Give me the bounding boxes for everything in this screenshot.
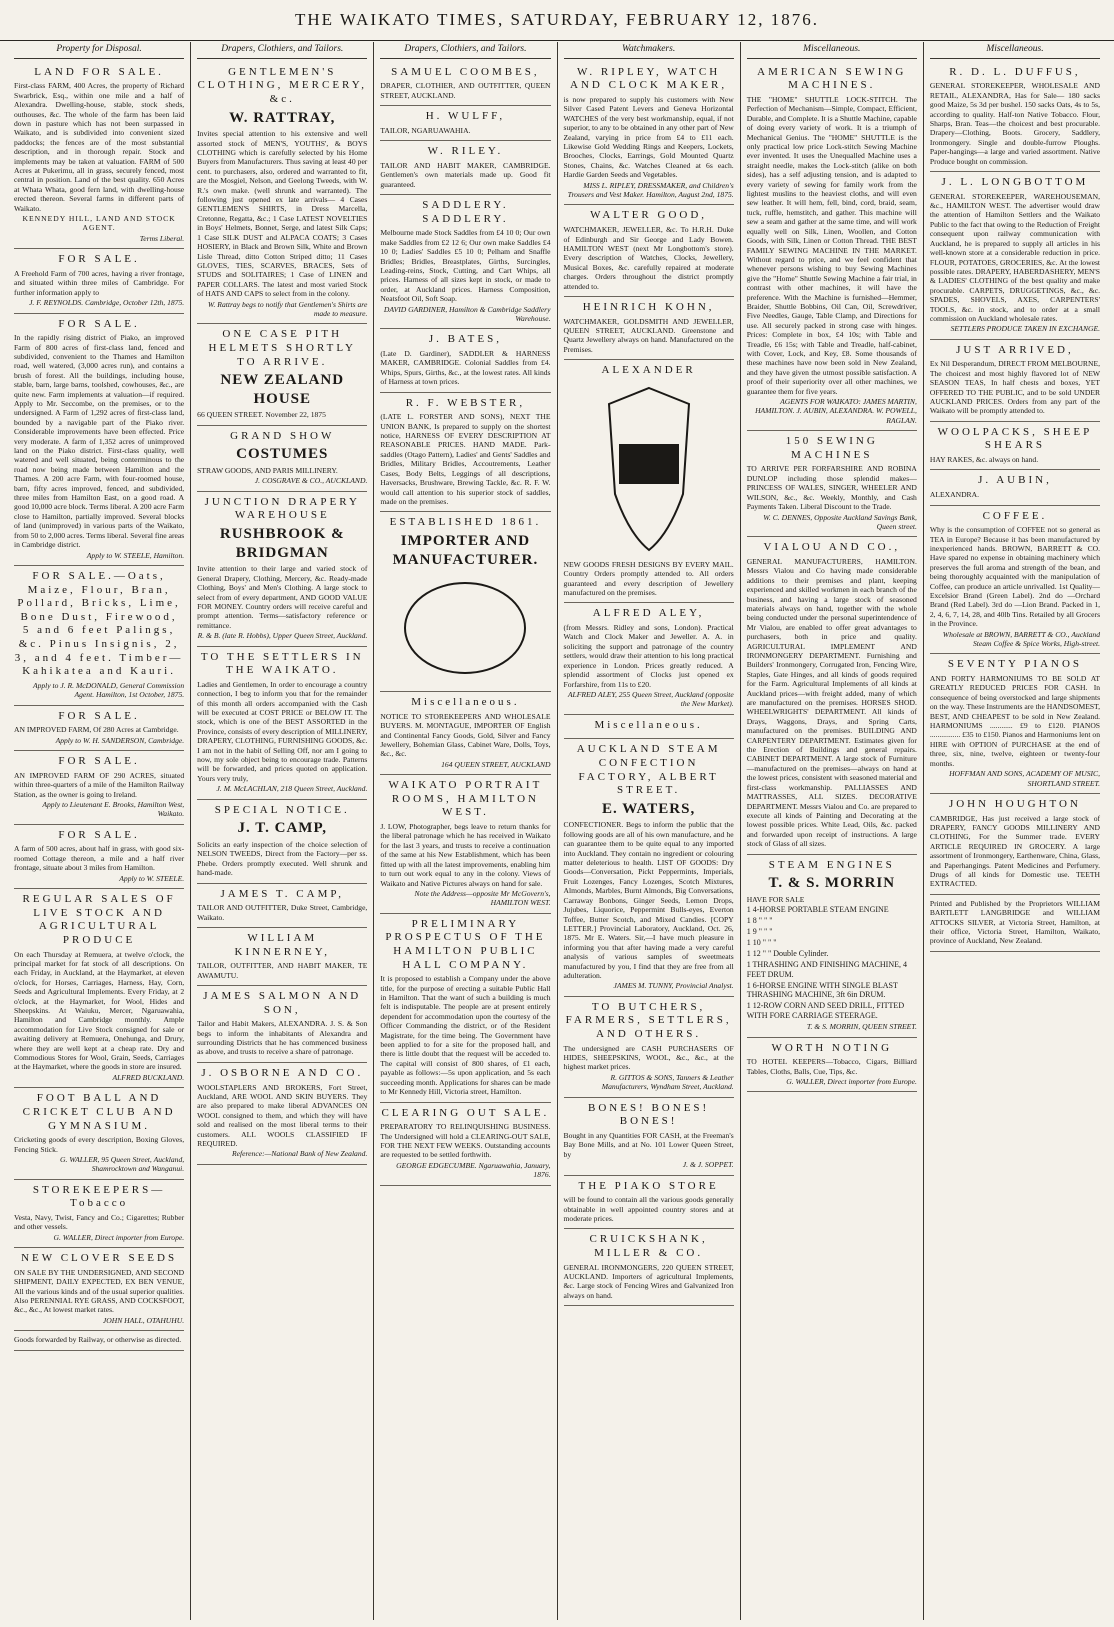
ad-name: IMPORTER AND MANUFACTURER. [392, 532, 539, 568]
ad-title: ALEXANDER [601, 364, 696, 377]
ad-body: On each Thursday at Remuera, at twelve o'clock, the principal market for fat stock of all descriptions. On each Friday, in Auckland, at the Haymarket, at eleven o'clock, for Horses, Carriages, Harness, Hay, Corn, Seeds and Agricultural Implements. Every Friday, at 2 o'clock, at the Haymarket, for Wool, Hides and Sheepskins. At Waiuku, Mercer, Ngaruawahia, Hamilton and Cambridge monthly. Ample accommodation for Live Stock consigned for sale or awaiting delivery at Remuera, Onehunga, and Drury, where they are well kept at a cheap rate. Dry and Commodious Stores for Wool, Grain, Seeds, Carriages at the Haymarket, where the goods in store are insured. [14, 949, 185, 1072]
advertisement [14, 825, 184, 889]
ad-title: ALFRED ALEY, [592, 607, 705, 620]
engine-item: 1 THRASHING AND FINISHING MACHINE, 4 FEET DRUM. [746, 959, 907, 979]
column-1 [8, 42, 190, 1620]
ad-body: AND FORTY HARMONIUMS TO BE SOLD AT GREATLY REDUCED PRICES FOR CASH. In consequence of being overstocked and large shipments on the way. These Instruments are the HANDSOMEST, BEST, AND CHEAPEST to be sold in New Zealand. HARMONIUMS ............ £9 to £120. PIANOS ................ £35 to £150. Pianos and Harmoniums lent on HIRE with OPTION of PURCHASE at the end of three, six, nine, twelve, eighteen or twenty-four months. [929, 674, 1101, 768]
ad-title: COFFEE. [982, 509, 1048, 522]
ad-body: GENERAL MANUFACTURERS, HAMILTON. Messrs Vialou and Co having made considerable additions to their premises and plant, keeping experienced and skilled workmen in each branch of the business, and having a large stock of seasoned materials always on hand, together with the whole being conducted under the personal superintendence of Mr Vialou, are enabled to offer great advantages to purchasers, both in price and quality. AGRICULTURAL IMPLEMENT AND IRONMONGERY DEPARTMENT. Furnishing and Builders' Ironmongery, Corrugated Iron, Fencing Wire, Staples, Gate Hinges, and all kinds of goods required for the Farm. Agricultural Implements of all kinds at Auckland prices—with freight added, many of which are manufactured on the premises. HORSES SHOD. WHEELWRIGHTS' DEPARTMENT. All kinds of Drays, Waggons, Drays, and Spring Carts, manufactured on the premises. BUILDING AND CARPENTERY DEPARTMENT. Estimates given for the Erection of Buildings and general repairs. CABINET DEPARTMENT. A large stock of Furniture—manufactured on the premises—always on hand at the lowest prices, consistent with seasoned material and first-class workmanship. PALLIASSES AND MATTRASSES, ALL SIZES. DECORATIVE DEPARTMENT. Messrs Vialou and Co. are prepared to execute all kinds of Painting and Decorating at the lowest possible prices. White Lead, Oils, &c. packed and forwarded upon receipt of instructions. A large stock of Glass of all sizes. [746, 556, 917, 849]
ad-signature: R. GITTOS & SONS, Tanners & Leather Manufacturers, Wyndham Street, Auckland. [601, 1072, 734, 1092]
advertisement [564, 603, 734, 714]
advertisement [930, 794, 1100, 895]
ad-signature: 164 QUEEN STREET, AUCKLAND [441, 759, 551, 769]
ad-title: FOR SALE. [58, 253, 140, 266]
advertisement [930, 506, 1100, 655]
ad-title: R. F. WEBSTER, [405, 396, 526, 409]
advertisement [197, 647, 367, 800]
ad-title: WALTER GOOD, [590, 209, 708, 222]
ad-title: WORTH NOTING [771, 1041, 893, 1054]
ad-body: In the rapidly rising district of Piako, an improved Farm of 800 acres of first-class land, fenced and subdivided, convenient to the Thames and Hamilton road, well watered, (3,000 acres run), and contains a brush of forest. All the buildings, including house, stable, barn, large barns, toolshed, cowhouses, &c., are quite new. Farm implements at valuation—if required. Apply to Mr. Seccombe, on the premises, or to the undersigned. A Farm of 1,292 acres of first-class land, bounded by a navigable part of the Piako river. Considerable improvements have been effected. Price very moderate. A farm of 1,352 acres of unimproved land on the Piako district. First-class quality, well watered and well situated, being conterminous to the road now being made between Hamilton and the Thames. A 200 acre Farm, with four-roomed house, barn, fifty acres improved, fenced, and subdivided, three miles from Hamilton East, on a good road. A good 10,000 acre block. Terms liberal. A 200 acre Farm close to Hamilton, partially improved. Several blocks of land (unimproved) in various parts of the Waikato, from 50 to 2,000 acres. Terms liberal. Several fine areas in Cambridge district. [14, 333, 185, 550]
ad-name: COSTUMES [236, 446, 329, 463]
advertisement [747, 1038, 917, 1093]
ad-title: THE PIAKO STORE [578, 1179, 719, 1192]
advertisement [14, 249, 184, 313]
advertisement [14, 889, 184, 1088]
advertisement [380, 106, 550, 141]
ad-body: ON SALE BY THE UNDERSIGNED, AND SECOND SHIPMENT, DAILY EXPECTED, EX BEN VENUE, All the various kinds and of the usual superior qualities. Also PERENNIAL RYE GRASS, AND COCKSFOOT, &c., &c., At lowest market rates. [14, 1267, 185, 1315]
ad-title: SPECIAL NOTICE. [214, 803, 350, 816]
engine-item: 1 12-ROW CORN AND SEED DRILL, FITTED WITH FORE CARRIAGE STEERAGE. [746, 1001, 905, 1021]
ad-title: BONES! BONES! BONES! [588, 1101, 710, 1128]
ad-signature: HOFFMAN AND SONS, ACADEMY OF MUSIC, SHORTLAND STREET. [949, 769, 1101, 788]
advertisement [14, 1088, 184, 1180]
advertisement [747, 537, 917, 854]
ad-body: HAVE FOR SALE [746, 894, 805, 904]
ad-title: WAIKATO PORTRAIT ROOMS, HAMILTON WEST. [388, 779, 543, 819]
ad-title: WOOLPACKS, SHEEP SHEARS [937, 425, 1093, 452]
ad-title: AMERICAN SEWING MACHINES. [757, 65, 907, 92]
ad-body: WATCHMAKER, GOLDSMITH AND JEWELLER, QUEEN STREET, AUCKLAND. Greenstone and Quartz Jewellery always on hand. Manufactured on the Premises. [563, 316, 734, 354]
ad-signature: Terms Liberal. [139, 233, 185, 243]
advertisement [197, 62, 367, 325]
ad-title: CLEARING OUT SALE. [381, 1106, 550, 1119]
advertisement [380, 1103, 550, 1186]
advertisement [197, 492, 367, 647]
ad-body: Vesta, Navy, Twist, Fancy and Co.; Cigarettes; Rubber and other vessels. [14, 1213, 185, 1232]
ad-body: DRAPER, CLOTHIER, AND OUTFITTER, QUEEN STREET, AUCKLAND. [380, 81, 551, 100]
ad-title: SEVENTY PIANOS [947, 658, 1083, 671]
ad-signature: J. COSGRAVE & CO., AUCKLAND. [254, 476, 368, 486]
advertisement [14, 314, 184, 566]
ad-signature: DAVID GARDINER, Hamilton & Cambridge Saddlery Warehouse. [383, 304, 551, 323]
ad-title: VIALOU AND CO., [763, 541, 901, 554]
ad-body: Invites special attention to his extensive and well assorted stock of MEN'S, YOUTHS', & BOYS CLOTHING which is carefully selected by his Home Buyers from Manufacturers. Thus saving at least 40 per cent. to purchasers, also, ordered and warranted to fit, are the Mosgiel, Nelson, and Geelong Tweeds, with W. R.'s own make. (well shrunk and warranted). The following just opened ex late arrivals— 4 Cases GENTLEMEN'S SHIRTS, in Dress Marcella, Cretonne, Regatta, &c.; 1 Case LATEST NOVELTIES in Boys' Helmets, Bonnet, Serge, and latest Silk Caps; 1 Case SILK DUST and ALPACA COATS; 3 Cases HOSIERY, in Black and Brown Silk, White and Brown Lisle Thread, ditto Cotton Striped ditto; 11 Cases GLOVES, TIES, SCARVES, BRACES, Sets of STUDS and SOLITAIRES; 1 Case of LINEN and PAPER COLLARS. The latest and most varied Stock of HATS AND CAPS to select from in the colony. [197, 129, 368, 299]
advertisement [564, 1229, 734, 1306]
shield-banner [619, 444, 679, 484]
advertisement [564, 997, 734, 1098]
ad-body: Goods forwarded by Railway, or otherwise as directed. [14, 1335, 182, 1345]
advertisement [380, 393, 550, 513]
advertisement [747, 62, 917, 431]
ad-title: LAND FOR SALE. [34, 65, 164, 78]
advertisement [564, 1098, 734, 1176]
advertisement [380, 914, 550, 1103]
ad-body: Printed and Published by the Proprietors WILLIAM BARTLETT LANGBRIDGE and WILLIAM ATTOCKS SILVER, at Victoria Street, Hamilton, at their office, Victoria Street, Hamilton, Waikato, province of Auckland, New Zealand. [929, 898, 1101, 946]
ad-footer: KENNEDY HILL, LAND AND STOCK AGENT. [22, 214, 176, 233]
ad-body: TAILOR, NGARUAWAHIA. [380, 125, 471, 135]
ad-title: JOHN HOUGHTON [948, 797, 1081, 810]
ad-signature: Apply to W. STEELE. [119, 873, 185, 883]
advertisement [14, 566, 184, 706]
ad-body: Tailor and Habit Makers, ALEXANDRA. J. S. & Son begs to inform the inhabitants of Alexandra and surrounding Districts that he has commenced business as above, and trusts to receive a share of patronage. [197, 1019, 368, 1057]
column-heading: Watchmakers. [564, 44, 734, 59]
advertisement [14, 751, 184, 825]
ad-body: TAILOR, OUTFITTER, AND HABIT MAKER, TE AWAMUTU. [197, 961, 368, 980]
ad-signature: Reference:—National Bank of New Zealand. [232, 1149, 368, 1159]
ad-title: AUCKLAND STEAM CONFECTION FACTORY, ALBERT STREET. [576, 743, 721, 797]
advertisement [380, 329, 550, 392]
ad-body: STRAW GOODS, AND PARIS MILLINERY. [197, 466, 338, 476]
ad-title: REGULAR SALES OF LIVE STOCK AND AGRICULTURAL PRODUCE [22, 893, 176, 946]
ad-title: FOR SALE. [58, 317, 140, 330]
column-heading: Miscellaneous. [747, 44, 917, 59]
ad-signature: J. M. McLACHLAN, 218 Queen Street, Auckland. [216, 784, 368, 794]
ad-body: TAILOR AND HABIT MAKER, CAMBRIDGE. Gentlemen's own materials made up. Good fit guaranteed. [380, 160, 551, 189]
ad-title: FOR SALE. [58, 828, 140, 841]
advertisement [380, 775, 550, 914]
ad-body: Ladies and Gentlemen, In order to encourage a country connection, I beg to inform you that for the remainder of this month all orders accompanied with the Cash will be executed at COST PRICE or BELOW IT. The stock, which is one of the BEST ASSORTED in the Province, consists of every description of MILLINERY, DRAPERY, CLOTHING, FURNISHING GOODS, &c. I am not in the habit of Selling Off, nor am I going to now, my sole object being to encourage trade. Patterns will be forwarded, and prices quoted on application. Yours very truly, [197, 679, 368, 783]
ad-body: Invite attention to their large and varied stock of General Drapery, Clothing, Mercery, &c. Ready-made Clothing, Boys' and Men's Clothing. A large stock to select from of every department, AND GOOD VALUE FOR MONEY. Country orders will receive careful and prompt attention. Terms—satisfactory reference or remittance. [197, 564, 368, 630]
ad-signature: T. & S. MORRIN, QUEEN STREET. [806, 1022, 917, 1032]
ad-body: (LATE L. FORSTER AND SONS), NEXT THE UNION BANK, Is prepared to supply on the shortest notice, HARNESS OF EVERY DESCRIPTION AT REASONABLE PRICES. HAND MADE. Park-saddles (Otago Pattern), Ladies' and Gents' Saddles and Bridles, Military Bridles, Accoutrements, Leather Cases, Body Belts, Leggings of all descriptions, Haversacks, Brushware, Brewing Tackle, &c. R. F. W. would call attention to his superior stock of saddles, made on the premises. [380, 412, 551, 506]
ad-title: FOR SALE. [58, 755, 140, 768]
advertisement [564, 297, 734, 360]
engine-item: 1 4-HORSE PORTABLE STEAM ENGINE [746, 905, 889, 915]
ad-name: J. T. CAMP, [237, 820, 327, 837]
advertisement [564, 739, 734, 996]
ad-title: GRAND SHOW [230, 429, 335, 442]
ad-title: TO THE SETTLERS IN THE WAIKATO. [200, 650, 364, 677]
column-6 [923, 42, 1106, 1620]
ad-body: ALEXANDRA. [929, 490, 980, 500]
ad-title: HEINRICH KOHN, [582, 300, 715, 313]
ad-body: Why is the consumption of COFFEE not so general as TEA in Europe? Because it has been manufactured by inexperienced hands. BROWN, BARRETT & CO. Have spared no expense in obtaining machinery which preserves the full aroma and strength of the bean, and being thoroughly acquainted with the manipulation of Coffee, can produce an article unrivalled. 1st Quality—Excelsior Brand (Green Label). 2nd do —Orchard Brand (Red Label). 3rd do —Lion Brand. Packed in 1, 2, 4, 6, 7, 14, 28, and 40lb Tins. Retailed by all Grocers in the Province. [929, 525, 1101, 629]
ad-body: TAILOR AND OUTFITTER, Duke Street, Cambridge, Waikato. [197, 903, 368, 922]
ad-signature: J. F. REYNOLDS. Cambridge, October 12th, 1875. [29, 298, 185, 308]
column-heading: Property for Disposal. [14, 44, 184, 59]
advertisement [197, 928, 367, 986]
advertisement [197, 884, 367, 928]
ad-body: It is proposed to establish a Company under the above title, for the purpose of erecting a suitable Public Hall in Hamilton. That the want of such a building is much felt is indisputable. The people are at present entirely dependent for accommodation upon the courtesy of the Officer Commanding the district, or of the Resident Magistrate, for the time being. The Government have been applied to for a site for the proposed hall, and there is little doubt that the request will be acceded to. The capital will consist of 800 shares, of £1 each, payable as follows:—5s upon application, and 5s each succeeding month. Applications for shares can be made to Mr Kennedy Hill, Victoria street, Hamilton. [380, 974, 551, 1097]
advertisement [380, 141, 550, 195]
ad-body: A farm of 500 acres, about half in grass, with good six-roomed Cottage thereon, a mile and a half river frontage, situate about 3 miles from Hamilton. [14, 844, 185, 873]
ad-name: T. & S. MORRIN [768, 875, 896, 892]
advertisement [564, 360, 734, 603]
engine-list [747, 905, 917, 1021]
ad-title: JUNCTION DRAPERY WAREHOUSE [204, 495, 360, 522]
ad-title: STOREKEEPERS—Tobacco [32, 1183, 166, 1210]
ad-body: Melbourne made Stock Saddles from £4 10 0; Our own make Saddles from £2 12 6; Our own make Saddles £4 10 0; Ladies' Saddles £5 10 0; Pelham and Snaffle Bridles; Bridles, Breastplates, Girths, Surcingles, Leading-reins, Stock, Cutting, and Cart Whips, all prices. Harness of all sizes kept in stock, or made to order, at Auckland prices. Harness Composition, Neatsfoot Oil, Soft Soap. [380, 228, 551, 304]
ad-body: NEW GOODS FRESH DESIGNS BY EVERY MAIL. Country Orders promptly attended to. All orders guaranteed and every description of Jewellery manufactured on the premises. [563, 559, 734, 598]
ad-body: Bought in any Quantities FOR CASH, at the Freeman's Bay Bone Mills, and at No. 101 Lower Queen Street, by [563, 1130, 734, 1159]
ad-title: J. BATES, [428, 333, 502, 346]
advertisement [930, 654, 1100, 794]
advertisement [197, 324, 367, 425]
masthead: THE WAIKATO TIMES, SATURDAY, FEBRUARY 12, 1876. [0, 0, 1114, 41]
advertisement [930, 172, 1100, 340]
advertisement [380, 692, 550, 775]
advertisement [380, 62, 550, 106]
ad-signature: J. & J. SOPPET. [682, 1160, 734, 1170]
saddle-illustration [390, 573, 540, 683]
advertisement [564, 205, 734, 296]
ad-body: (Late D. Gardiner), SADDLER & HARNESS MAKER, CAMBRIDGE. Colonial Saddles from £4. Whips, Spurs, Girths, &c., at the lowest rates. All kinds of Harness at town prices. [380, 349, 551, 387]
saddle-outline [405, 583, 525, 673]
advertisement [564, 62, 734, 206]
ad-body: Ex Nil Desperandum, DIRECT FROM MELBOURNE, The choicest and most highly flavored lot of NEW SEASON TEAS, In half chests and boxes, YET OFFERED TO THE PUBLIC, and to be sold UNDER AUCKLAND PRICES. Orders from any part of the Waikato will be promptly attended to. [929, 359, 1101, 416]
ad-body: WOOLSTAPLERS AND BROKERS, Fort Street, Auckland, ARE WOOL AND SKIN BUYERS. They are also prepared to make liberal ADVANCES ON WOOL consigned to them, and which they will have sold and realised on the most liberal terms to their customers. ALL WOOLS CLASSIFIED IF REQUIRED. [197, 1082, 368, 1148]
engine-item: 1 12 " " Double Cylinder. [746, 948, 829, 958]
advertisement [14, 706, 184, 751]
ad-name: E. WATERS, [601, 800, 696, 817]
advertisement [930, 422, 1100, 471]
advertisement [197, 426, 367, 492]
advertisement [14, 62, 184, 250]
ad-body: CONFECTIONER. Begs to inform the public that the following goods are all of his own manufacture, and he can guarantee them to be quite equal to any imported into Auckland. They contain no ingredient or colouring matter deleterious to health. LIST OF GOODS: Dry Goods—Conversation, Pickt Peppermints, Imperials, Fruit Lozenges, Fancy Lozenges, Scotch Mixtures, Almonds, Marbles, Burnt Almonds, Big Conversations, Carraway Bonbons, Ginger Seeds, Lemon Drops, Jujubes, Liquorice, Peppermint Bulls-eyes, Everton Toffee, Butter Scotch, and Mixed Candies. [COPY LETTER.] Provincial Laboratory, Auckland, Oct. 26, 1875. Mr E. Waters. Sir,—I have much pleasure in informing you that after having made a very careful analysis of various samples of sweetmeats manufactured by you, I find that they are free from all adulteration. [563, 820, 734, 980]
ad-signature: Apply to J. R. McDONALD, General Commission Agent. Hamilton, 1st October, 1875. [32, 680, 185, 700]
advertisement [747, 855, 917, 1038]
ad-title: JUST ARRIVED, [956, 343, 1074, 356]
ad-signature: ALFRED ALEY, 255 Queen Street, Auckland (opposite the New Market). [567, 689, 734, 709]
ad-signature: Apply to W. H. SANDERSON, Cambridge. [55, 735, 185, 745]
ad-title: SAMUEL COOMBES, [391, 65, 540, 78]
ad-title: FOOT BALL AND CRICKET CLUB AND GYMNASIUM. [22, 1092, 176, 1132]
advertisement [197, 986, 367, 1063]
ad-title: JAMES SALMON AND SON, [203, 990, 362, 1016]
ad-signature: Apply to W. STEELE, Hamilton. [86, 550, 185, 560]
ad-signature: G. WALLER, 95 Queen Street, Auckland, Shamrocktown and Wanganui. [60, 1154, 185, 1174]
ad-signature: R. & B. (late R. Hobbs), Upper Queen Street, Auckland. [197, 631, 368, 641]
column-2 [190, 42, 373, 1620]
ad-body: GENERAL STOREKEEPER, WAREHOUSEMAN, &c., HAMILTON WEST. The advertiser would draw the attention of Hamilton Settlers and the Waikato Public to the fact that owing to the Reduction of Freight consequent upon railway communication with Auckland, he is prepared to supply all articles in his well-known store at a considerable reduction in price. FLOUR, POTATOES, GROCERIES, &c. At the lowest possible rates. DRAPERY, HABERDASHERY, MEN'S & LADIES' CLOTHING of the best quality and make procurable. CARPETS, DRUGGETINGS, &c., &c. SPADES, SHOVELS, AXES, CARPENTERS' TOOLS, &c. in stock, and to order at a small commission on Auckland wholesale rates. [929, 191, 1101, 323]
ad-title: CRUICKSHANK, MILLER & CO. [589, 1233, 708, 1260]
ad-body: HAY RAKES, &c. always on hand. [929, 455, 1039, 465]
ad-body: is now prepared to supply his customers with New Silver Cased Patent Levers and Geneva Horizontal WATCHES of the very best workmanship, equal, if not superior, to any to be obtained in any other part of New Zealand, varying in price from £4 to £11 each. Likewise Gold Wedding Rings and Keepers, Lockets, Brooches, Clocks, Earrings, Gold Mounted Quartz Stones, Chains, &c. Watches Cleaned at 6s each. Hardie Garden Seeds and Vegetables. [563, 95, 734, 180]
advertisement [14, 1248, 184, 1331]
ad-body: (from Messrs. Ridley and sons, London). Practical Watch and Clock Maker and Jeweller. A. A. in soliciting the support and patronage of the country settlers, would draw their attention to his long practical experience in London. Prices greatly reduced. A splendid assortment of Clocks just opened ex Forfarshire, from 11s to £20. [563, 623, 734, 689]
advertisement [747, 431, 917, 537]
ad-signature: SETTLERS PRODUCE TAKEN IN EXCHANGE. [950, 324, 1101, 334]
column-4 [557, 42, 740, 1620]
ad-body: A Freehold Farm of 700 acres, having a river frontage, and situated within three miles of Cambridge. For further information apply to [14, 268, 185, 297]
engine-item: 1 8 " " " [746, 916, 773, 926]
ad-title: WILLIAM KINNERNEY, [234, 931, 330, 958]
ad-body: The undersigned are CASH PURCHASERS OF HIDES, SHEEPSKINS, WOOL, &c., &c., at the highest market prices. [563, 1043, 734, 1072]
ad-body: THE "HOME" SHUTTLE LOCK-STITCH. The Perfection of Mechanism—Simple, Compact, Efficient, Durable, and Complete. It is a Shuttle Machine, capable of doing every variety of work. It is a triumph of Mechanical Genius. The "HOME" SHUTTLE is the only practical low price Lock-stitch Sewing Machine ever invented. It uses the Unequalled Machine uses a straight needle, makes the Lock-stitch (alike on both sides), has a self adjusting tension, and is adapted to every variety of sewing for family work from the lightest muslins to the heaviest cloths, and will even sew leather. It will hem, fell, bind, cord, braid, seam, tuck, ruffle, hemstitch, and gather. This machine will sew a seam and gather at the same time, and will work equally well on Silk, Linen, Woollen, and Cotton Goods, with Silk, Linen or Cotton Thread. THE BEST FAMILY SEWING MACHINE IN THE MARKET. Without regard to price, and we feel confident that whenever persons wishing to buy Sewing Machines give the "Home" Shuttle Sewing Machine a fair trial, in contrast with other machines, it will have the preference. With the Machine is furnished—Hemmer, Braider, Shuttle Bobbins, Oil Can, Oil, Screwdriver, Five Needles, Gauge, Table Clamp, and Directions for use. All securely packed in strong case with hinges. Prices: Complete in box, £4 10s; with Table and Treadle, £6 15s; with Table and Treadle, half-cabinet, with Cover, Lock, and Key, £8. Some thousands of these machines have now been sold in New Zealand, and they have given the utmost possible satisfaction. A proof of their superiority over all other machines, we guarantee them for five years. [746, 95, 917, 396]
ad-title: STEAM ENGINES [768, 858, 895, 871]
ad-signature: AGENTS FOR WAIKATO: JAMES MARTIN, HAMILTON. J. AUBIN, ALEXANDRA. W. POWELL, RAGLAN. [755, 397, 917, 425]
advertisement [930, 895, 1100, 952]
ad-body: AN IMPROVED FARM OF 290 ACRES, situated within three-quarters of a mile of the Hamilton Railway Station, as the owner is going to Ireland. [14, 770, 185, 799]
advertisement [564, 1176, 734, 1230]
ad-title: ONE CASE PITH HELMETS SHORTLY TO ARRIVE. [208, 328, 356, 368]
ad-title: R. D. L. DUFFUS, [949, 65, 1081, 78]
advertisement [564, 715, 734, 740]
watch-shield-illustration [599, 384, 699, 554]
ad-title: J. AUBIN, [978, 474, 1052, 487]
ad-body: 66 QUEEN STREET. November 22, 1875 [197, 410, 326, 420]
ad-body: WATCHMAKER, JEWELLER, &c. To H.R.H. Duke of Edinburgh and Sir George and Lady Bowen. HAMILTON WEST (next Mr Longbottom's store). Every description of Watches, Clocks, Jewellery, Musical Boxes, &c. carefully repaired at moderate charges. Orders throughout the district promptly attended to. [563, 225, 734, 291]
ad-body: TO HOTEL KEEPERS—Tobacco, Cigars, Billiard Tables, Cloths, Balls, Cue, Tips, &c. [746, 1057, 917, 1076]
ad-body: J. LOW, Photographer, begs leave to return thanks for the liberal patronage which he has received in Waikato for the last 3 years, and trusts to receive a continuation of the same at his New Establishment, which has been fitted up with all the latest improvements, enabling him to turn out work equal to any in the colony. Views of Waikato and Native Pictures always on hand for sale. [380, 822, 551, 888]
ad-name: RUSHBROOK & BRIDGMAN [219, 526, 345, 561]
ad-title: 150 SEWING MACHINES [785, 435, 878, 461]
ad-title: Miscellaneous. [411, 696, 520, 709]
column-3 [373, 42, 556, 1620]
advertisement [380, 195, 550, 329]
ad-signature: W. C. DENNES, Opposite Auckland Savings Bank, Queen street. [763, 512, 917, 531]
ad-name: W. RATTRAY, [229, 109, 336, 126]
ad-title: H. WULFF, [425, 110, 506, 123]
ad-body: First-class FARM, 400 Acres, the property of Richard Swarbrick, Esq., within one mile and a half of Alexandra. Dwelling-house, stable, stock sheds, outhouses, &c. The whole of the farm has been laid down in pasture which has not been surpassed in Waikato, and is subdivided into convenient sized paddocks; the fences are of the most substantial description, and in thorough repair. Stock and implements may be taken at valuation. FARM of 500 Acres at Pukerimu, all in grass, securely fenced, most central in position. Land of the best quality. 650 Acres at Whata Whata, good fern land, with dwelling-house erected thereon. Several farms in different parts of Waikato. [14, 81, 185, 213]
ad-body: PREPARATORY TO RELINQUISHING BUSINESS. The Undersigned will hold a CLEARING-OUT SALE, FOR THE NEXT FEW WEEKS. Outstanding accounts are requested to be settled forthwith. [380, 1122, 551, 1160]
ad-title: FOR SALE.—Oats, Maize, Flour, Bran, Pollard, Bricks, Lime, Bone Dust, Firewood, 5 and 6 feet Palings, &c. Pinus Insignis, 2, 3, and 4 feet. Timber—Kahikatea and Kauri. [14, 569, 184, 678]
advertisement [14, 1331, 184, 1350]
column-heading: Drapers, Clothiers, and Tailors. [197, 44, 367, 59]
ad-name: NEW ZEALAND HOUSE [220, 372, 345, 407]
ad-title: GENTLEMEN'S CLOTHING, MERCERY, &c. [197, 65, 368, 106]
ad-signature: JAMES M. TUNNY, Provincial Analyst. [613, 981, 734, 991]
ad-body: AN IMPROVED FARM, Of 280 Acres at Cambridge. [14, 725, 179, 735]
ad-body: Cricketing goods of every description, Boxing Gloves, Fencing Stick. [14, 1135, 185, 1154]
ad-signature: G. WALLER, Direct importer from Europe. [53, 1232, 185, 1242]
advertisement [930, 62, 1100, 172]
ad-title: J. L. LONGBOTTOM [941, 176, 1089, 189]
ad-body: Solicits an early inspection of the choice selection of NELSON TWEEDS, Direct from the Factory—per ss. Phebe. Orders promptly executed. Well shrunk and hand-made. [197, 839, 368, 878]
ad-signature: Note the Address—opposite Mr McGovern's, HAMILTON WEST. [414, 888, 551, 908]
ad-signature: Apply to Lieutenant E. Brooks, Hamilton West, Waikato. [42, 800, 185, 819]
ad-body: GENERAL STOREKEEPER, WHOLESALE AND RETAIL, ALEXANDRA, Has for Sale— 180 sacks good Maize, 5s 3d per bushel. 150 sacks Oats, 4s to 5s, according to quality. Half-ton Native Tobacco. Flour, Sharps, Bran. Teas—the choicest and best procurable. Drapery—Clothing, Boots. Grocery, Saddlery, Ironmongery. Single and double-furrow Ploughs. Paper-hangings—a large and varied assortment. Native Produce bought on commission. [929, 81, 1101, 166]
advertisement [930, 340, 1100, 422]
ad-title: NEW CLOVER SEEDS [21, 1252, 178, 1265]
ad-body: NOTICE TO STOREKEEPERS AND WHOLESALE BUYERS. M. MONTAGUE, IMPORTER OF English and Continental Fancy Goods, Gold, Silver and Fancy Jewellery, Bohemian Glass, Cabinet Ware, Dolls, Toys, &c., &c. [380, 711, 551, 759]
ad-title: W. RILEY. [427, 145, 504, 158]
column-heading: Drapers, Clothiers, and Tailors. [380, 44, 550, 59]
engine-item: 1 10 " " " [746, 937, 777, 947]
ad-body: will be found to contain all the various goods generally obtainable in well appointed country stores and at moderate prices. [563, 1195, 734, 1223]
engine-item: 1 6-HORSE ENGINE WITH SINGLE BLAST THRASHING MACHINE, 3ft 6in DRUM. [746, 980, 898, 1000]
ad-signature: Wholesale at BROWN, BARRETT & CO., Auckland Steam Coffee & Spice Works, High-street. [942, 629, 1101, 649]
ad-title: PRELIMINARY PROSPECTUS OF THE HAMILTON PUBLIC HALL COMPANY. [385, 917, 546, 971]
ad-body: TO ARRIVE PER FORFARSHIRE AND ROBINA DUNLOP including those splendid makes— PRINCESS OF WALES, SINGER, WHEELER AND WILSON, &c., &c. Weekly, Monthly, and Cash Payments Taken. Liberal Discount to the Trade. [746, 464, 917, 512]
ad-signature: MISS L. RIPLEY, DRESSMAKER, and Children's Trousers and Vest Maker. Hamilton, August 2nd, 1875. [567, 180, 734, 200]
ad-title: W. RIPLEY, WATCH AND CLOCK MAKER, [570, 65, 728, 92]
advertisement [197, 800, 367, 884]
ad-signature: JOHN HALL, OTAHUHU. [102, 1315, 185, 1325]
ad-body: GENERAL IRONMONGERS, 220 QUEEN STREET, AUCKLAND. Importers of agricultural Implements, &c. Large stock of Fencing Wires and Galvanized Iron always on hand. [563, 1262, 734, 1300]
ad-title: TO BUTCHERS, FARMERS, SETTLERS, AND OTHERS. [565, 1000, 732, 1041]
ad-title: Miscellaneous. [594, 718, 703, 731]
ad-signature: GEORGE EDGECUMBE. Ngaruawahia, January, 1876. [396, 1160, 551, 1180]
advertisement [930, 470, 1100, 505]
advertisement [380, 512, 550, 692]
ad-title: FOR SALE. [58, 709, 140, 722]
columns [8, 42, 1106, 1620]
ad-title: JAMES T. CAMP, [220, 887, 345, 900]
ad-title: SADDLERY. SADDLERY. [422, 199, 509, 225]
advertisement [197, 1063, 367, 1165]
ad-title: J. OSBORNE AND CO. [201, 1066, 364, 1079]
column-heading: Miscellaneous. [930, 44, 1100, 59]
ad-signature: G. WALLER, Direct importer from Europe. [786, 1076, 917, 1086]
column-5 [740, 42, 923, 1620]
ad-signature: W. Rattray begs to notify that Gentlemen's Shirts are made to measure. [207, 299, 368, 318]
ad-body: CAMBRIDGE, Has just received a large stock of DRAPERY, FANCY GOODS MILLINERY AND CLOTHING, For the Summer trade. EVERY ARTICLE REQUIRED IN GROCERY. A large assortment of Ironmongery, Earthenware, China, Glass, and Paperhangings. Patent Medicines and Perfumery. Drugs of all kinds for Domestic use. TEETH EXTRACTED. [929, 813, 1101, 889]
advertisement [14, 1180, 184, 1248]
ad-title: ESTABLISHED 1861. [389, 516, 542, 529]
engine-item: 1 9 " " " [746, 926, 773, 936]
ad-signature: ALFRED BUCKLAND. [112, 1072, 185, 1082]
